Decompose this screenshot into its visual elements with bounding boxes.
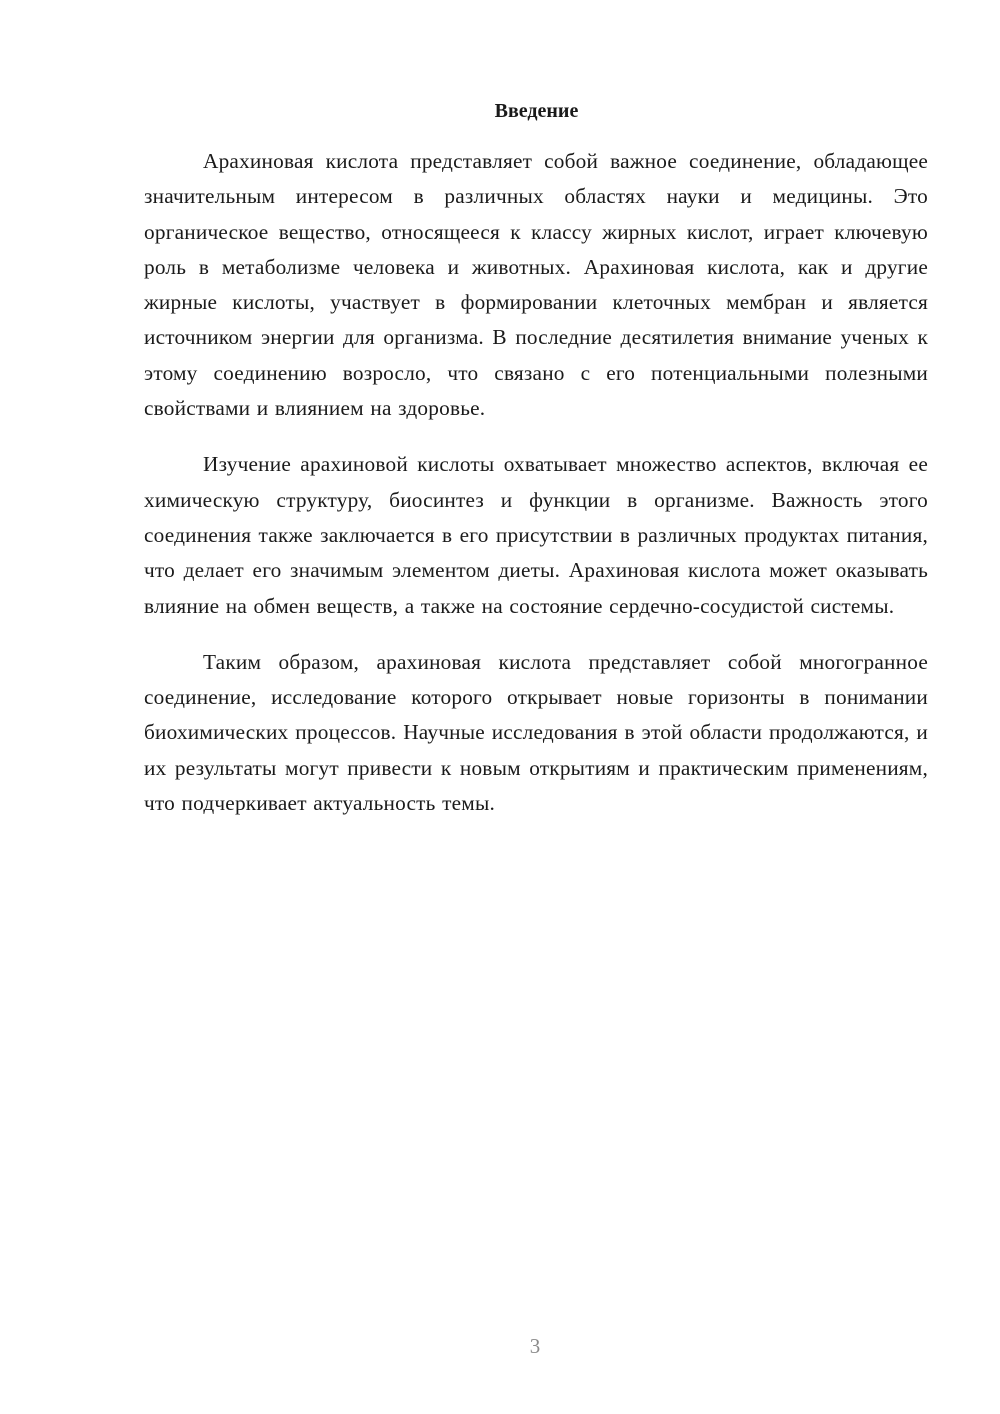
section-title: Введение	[494, 100, 579, 122]
paragraph-2: Изучение арахиновой кислоты охватывает множество аспектов, включая ее химическую структуру, биосинтез и функции в организме. Важность этого соединения также заключается в его присутствии в различных продуктах питания, что делает его значимым элементом диеты. Арахиновая кислота может оказывать влияние на обмен веществ, а также на состояние сердечно-сосудистой системы.	[144, 452, 928, 618]
page-number: 3	[529, 1334, 541, 1358]
page-content	[144, 96, 928, 842]
paragraph-1: Арахиновая кислота представляет собой важное соединение, обладающее значительным интересом в различных областях науки и медицины. Это органическое вещество, относящееся к классу жирных кислот, играет ключевую роль в метаболизме человека и животных. Арахиновая кислота, как и другие жирные кислоты, участвует в формировании клеточных мембран и является источником энергии для организма. В последние десятилетия внимание ученых к этому соединению возросло, что связано с его потенциальными полезными свойствами и влиянием на здоровье.	[144, 149, 928, 421]
paragraph-3: Таким образом, арахиновая кислота представляет собой многогранное соединение, исследование которого открывает новые горизонты в понимании биохимических процессов. Научные исследования в этой области продолжаются, и их результаты могут привести к новым открытиям и практическим применениям, что подчеркивает актуальность темы.	[144, 649, 928, 816]
